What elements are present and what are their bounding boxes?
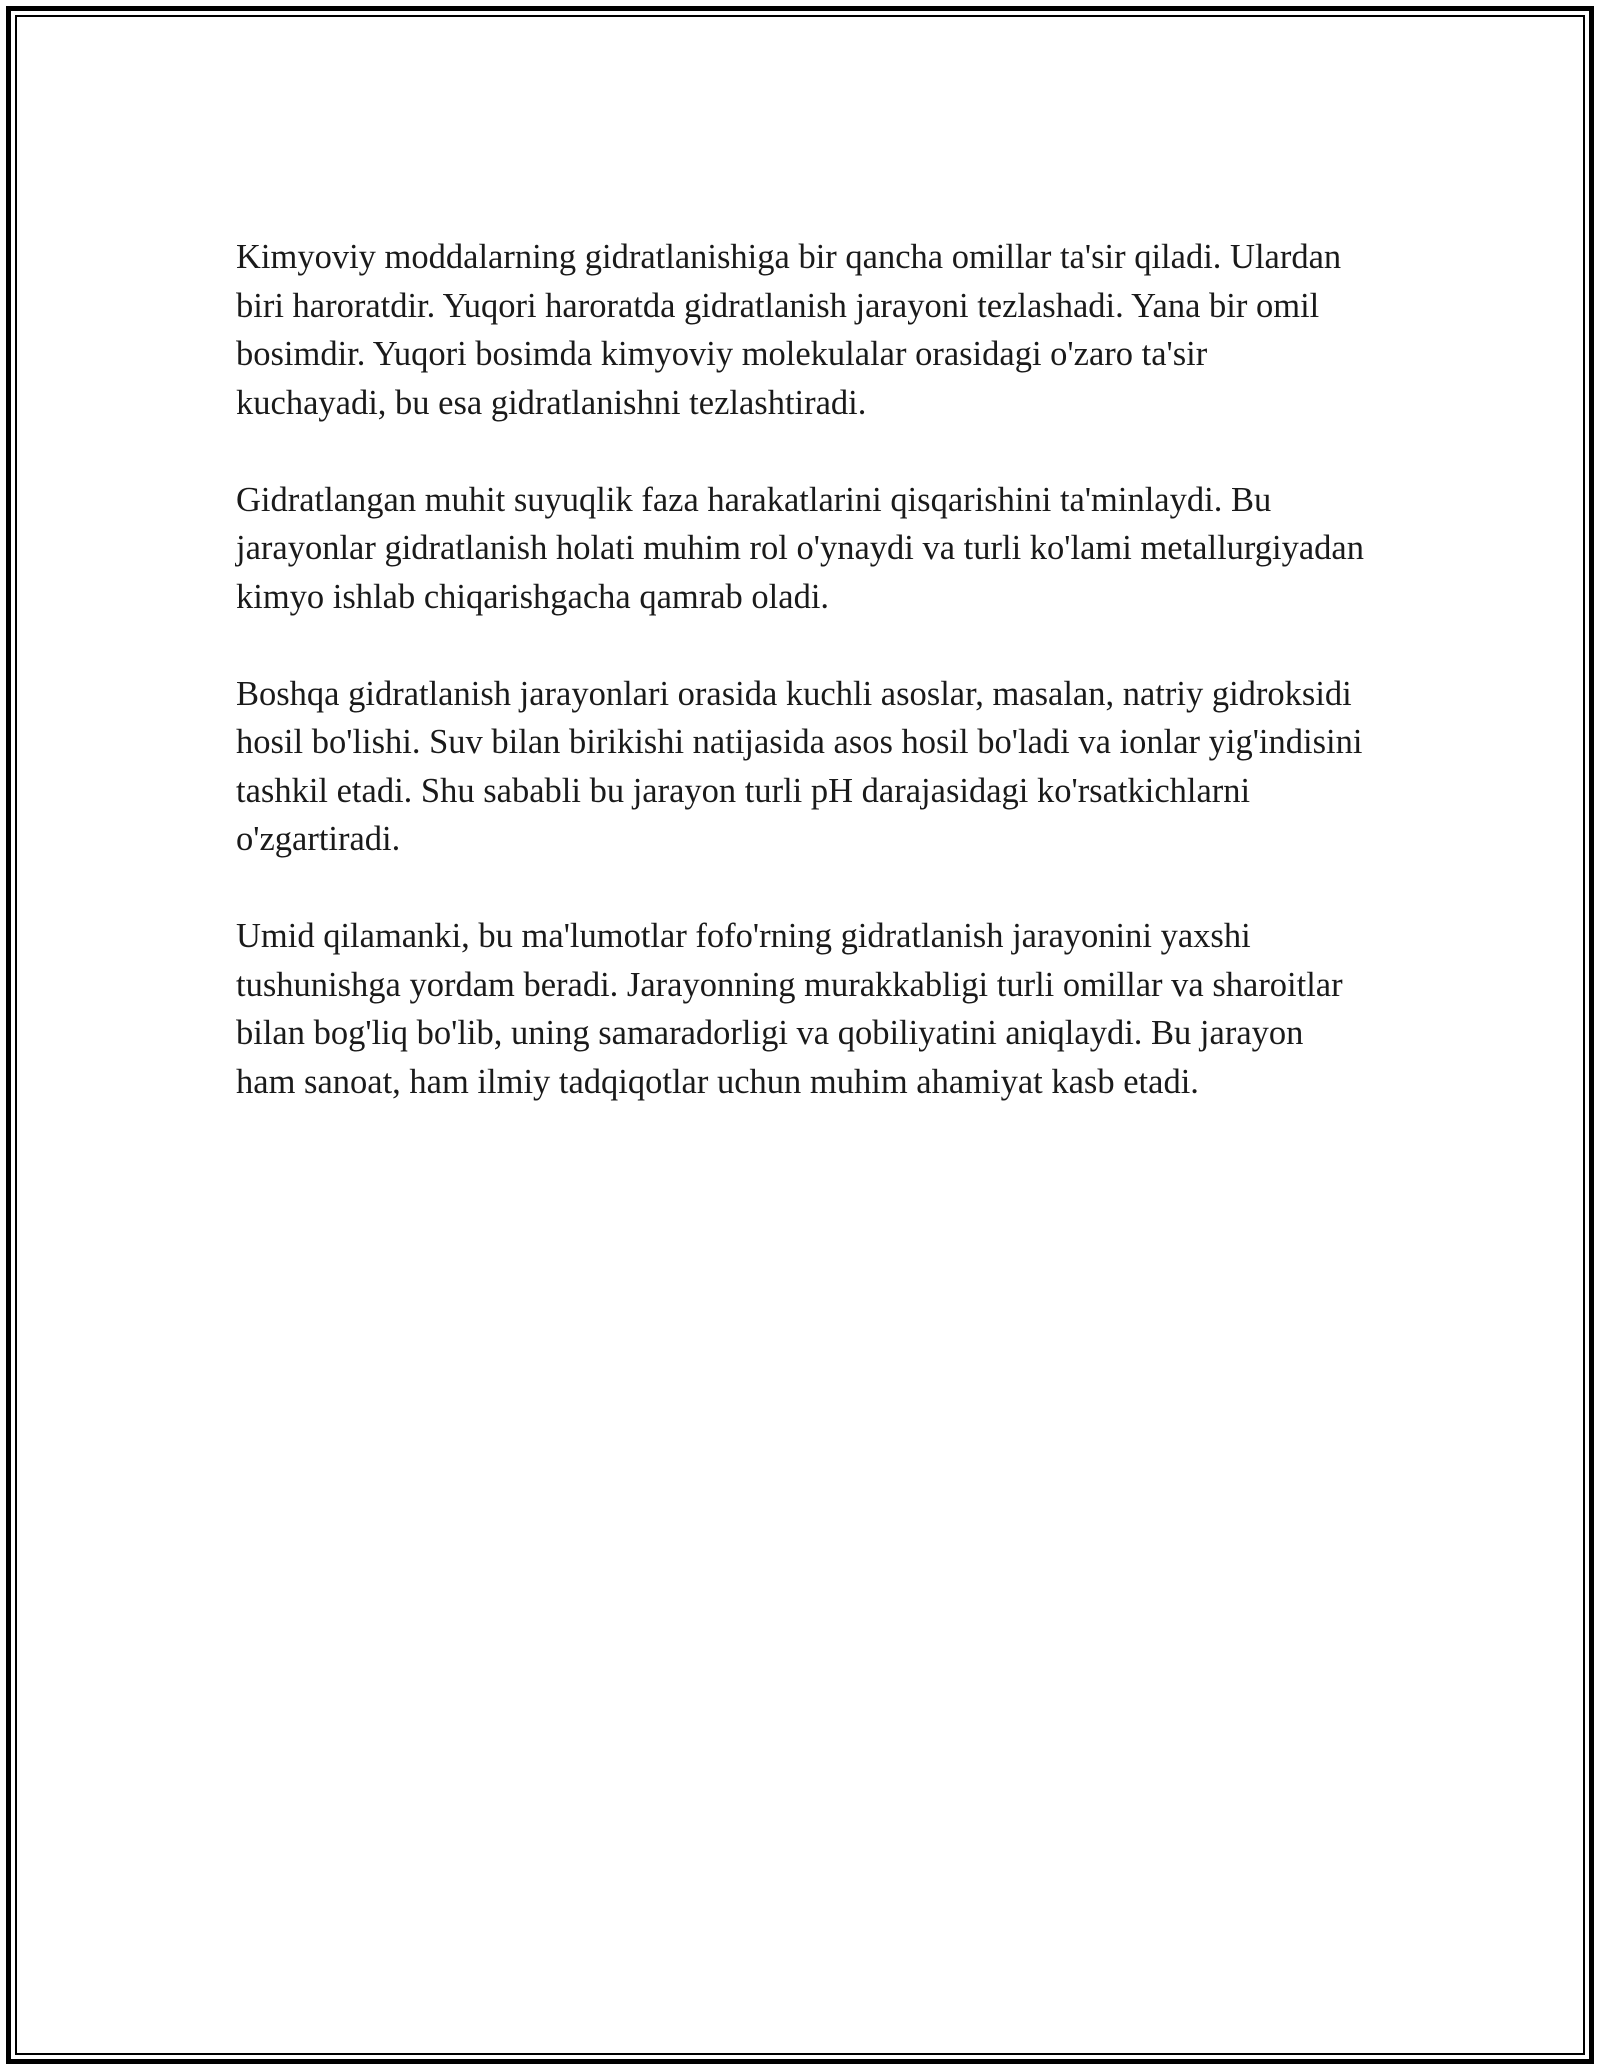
paragraph-2: Gidratlangan muhit suyuqlik faza harakatlarini qisqarishini ta'minlaydi. Bu jarayonlar gidratlanish holati muhim rol o'ynaydi va turli ko'lami metallurgiyadan kimyo ishlab chiqarishgacha qamrab oladi. [236,480,1364,616]
paragraph-1: Kimyoviy moddalarning gidratlanishiga bir qancha omillar ta'sir qiladi. Ulardan biri haroratdir. Yuqori haroratda gidratlanish jarayoni tezlashadi. Yana bir omil bosimdir. Yuqori bosimda kimyoviy molekulalar orasidagi o'zaro ta'sir kuchayadi, bu esa gidratlanishni tezlashtiradi. [236,238,1342,422]
paragraph-4: Umid qilamanki, bu ma'lumotlar fofo'rning gidratlanish jarayonini yaxshi tushunishga yordam beradi. Jarayonning murakkabligi turli omillar va sharoitlar bilan bog'liq bo'lib, uning samaradorligi va qobiliyatini aniqlaydi. Bu jarayon ham sanoat, ham ilmiy tadqiqotlar uchun muhim ahamiyat kasb etadi. [236,917,1343,1101]
paragraph-3: Boshqa gidratlanish jarayonlari orasida kuchli asoslar, masalan, natriy gidroksidi hosil bo'lishi. Suv bilan birikishi natijasida asos hosil bo'ladi va ionlar yig'indisini tashkil etadi. Shu sababli bu jarayon turli pH darajasidagi ko'rsatkichlarni o'zgartiradi. [236,674,1363,858]
document-body [236,233,1366,1155]
